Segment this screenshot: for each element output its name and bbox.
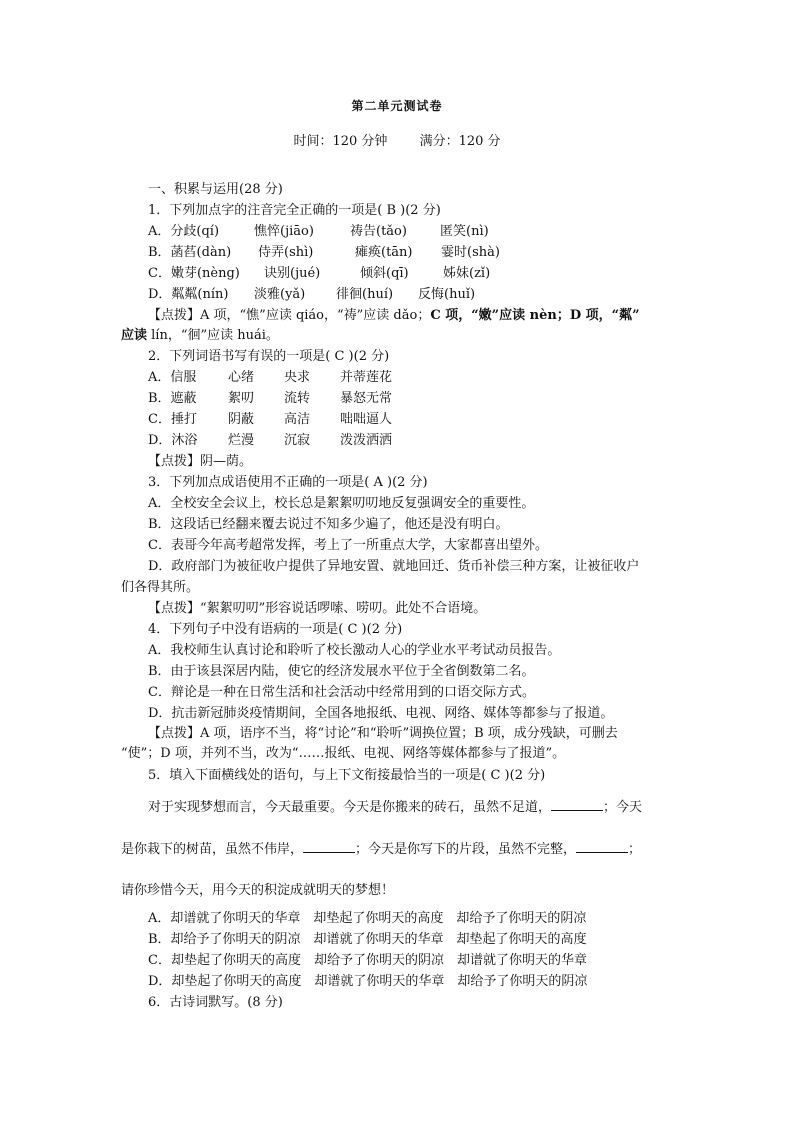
page-title: 第二单元测试卷 <box>351 99 443 113</box>
exam-time: 时间：120 分钟 <box>293 134 388 149</box>
q4-hint: 【点拨】A 项，语序不当，将“讨论”和“聆听”调换位置；B 项，成分残缺，可删去 <box>148 726 618 741</box>
q5-option-a: A．却谱就了你明天的华章 却垫起了你明天的高度 却给予了你明天的阴凉 <box>148 911 587 926</box>
q4-stem: 4．下列句子中没有语病的一项是( C )(2 分) <box>148 622 403 637</box>
q5-blank-1 <box>551 798 603 811</box>
q2-option-d: D．沐浴 烂漫 沉寂 泼泼洒洒 <box>148 433 393 448</box>
q4-option-d: D．抗击新冠肺炎疫情期间，全国各地报纸、电视、网络、媒体等都参与了报道。 <box>148 706 614 721</box>
q2-option-a: A．信服 心绪 央求 并蒂莲花 <box>148 370 393 385</box>
q1-option-c: C．嫩芽(nèng) 诀别(jué) 倾斜(qī) 姊妹(zǐ) <box>148 266 491 281</box>
q5-stem: 5．填入下面横线处的语句，与上下文衔接最恰当的一项是( C )(2 分) <box>148 768 546 783</box>
q2-option-c: C．捶打 阴蔽 高洁 咄咄逼人 <box>148 412 393 427</box>
q1-hint: 【点拨】A 项，“憔”应读 qiáo，“祷”应读 dǎo；C 项，“嫩”应读 nèn；D 项，“粼” <box>148 308 640 323</box>
exam-meta <box>0 130 794 149</box>
q4-hint-continued: “使”；D 项，并列不当，改为“……报纸、电视、网络等媒体都参与了报道”。 <box>121 746 566 761</box>
q4-option-a: A．我校师生认真讨论和聆听了校长激动人心的学业水平考试动员报告。 <box>148 643 561 658</box>
q5-passage-line1: 对于实现梦想而言，今天最重要。今天是你搬来的砖石，虽然不足道， ；今天 <box>148 800 643 815</box>
q5-blank-2 <box>303 840 355 853</box>
q2-hint: 【点拨】阴—荫。 <box>148 454 253 469</box>
q3-option-a: A．全校安全会议上，校长总是絮絮叨叨地反复强调安全的重要性。 <box>148 496 535 511</box>
q4-option-b: B．由于该县深居内陆，使它的经济发展水平位于全省倒数第二名。 <box>148 664 535 679</box>
q2-stem: 2．下列词语书写有误的一项是( C )(2 分) <box>148 349 390 364</box>
q5-blank-3 <box>576 840 628 853</box>
q1-stem: 1．下列加点字的注音完全正确的一项是( B )(2 分) <box>148 203 441 218</box>
q2-option-b: B．遮蔽 絮叨 流转 暴怒无常 <box>148 391 393 406</box>
q5-option-b: B．却给予了你明天的阴凉 却谱就了你明天的华章 却垫起了你明天的高度 <box>148 932 587 947</box>
q3-option-c: C．表哥今年高考超常发挥，考上了一所重点大学，大家都喜出望外。 <box>148 538 548 553</box>
q1-hint-continued: 应读 lín，“徊”应读 huái。 <box>121 328 279 343</box>
exam-score: 满分：120 分 <box>419 134 501 149</box>
q1-option-d: D．粼粼(nín) 淡雅(yǎ) 徘徊(huí) 反悔(huǐ) <box>148 287 476 302</box>
section-heading: 一、积累与运用(28 分) <box>148 182 283 197</box>
q3-option-b: B．这段话已经翻来覆去说过不知多少遍了，他还是没有明白。 <box>148 517 509 532</box>
q5-passage-line2: 是你栽下的树苗，虽然不伟岸， ；今天是你写下的片段，虽然不完整， ； <box>121 842 642 857</box>
q5-option-c: C．却垫起了你明天的高度 却给予了你明天的阴凉 却谱就了你明天的华章 <box>148 953 587 968</box>
q3-stem: 3．下列加点成语使用不正确的一项是( A )(2 分) <box>148 475 428 490</box>
q5-passage-line3: 请你珍惜今天，用今天的积淀成就明天的梦想！ <box>121 883 395 898</box>
q3-hint: 【点拨】“絮絮叨叨”形容说话啰嗦、唠叨。此处不合语境。 <box>148 601 487 616</box>
q5-option-d: D．却垫起了你明天的高度 却谱就了你明天的华章 却给予了你明天的阴凉 <box>148 974 588 989</box>
q6-stem: 6．古诗词默写。(8 分) <box>148 995 283 1010</box>
q1-option-b: B．菡萏(dàn) 侍弄(shì) 瘫痪(tān) 霎时(shà) <box>148 245 500 260</box>
q1-option-a: A．分歧(qí) 憔悴(jiāo) 祷告(tǎo) 匿笑(nì) <box>148 224 489 239</box>
q3-option-d-continued: 们各得其所。 <box>121 580 200 595</box>
q3-option-d: D．政府部门为被征收户提供了异地安置、就地回迁、货币补偿三种方案，让被征收户 <box>148 559 640 574</box>
q4-option-c: C．辩论是一种在日常生活和社会活动中经常用到的口语交际方式。 <box>148 685 535 700</box>
